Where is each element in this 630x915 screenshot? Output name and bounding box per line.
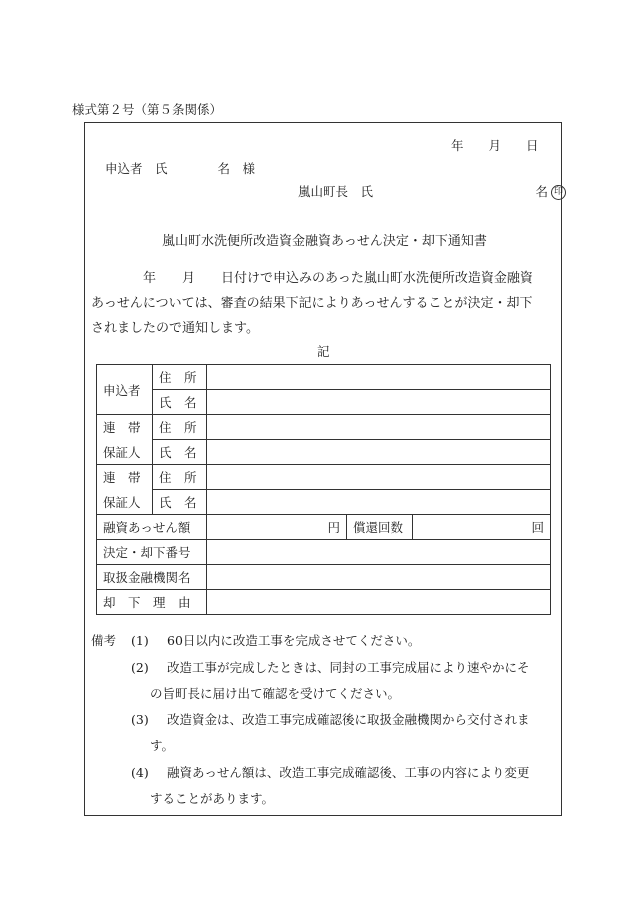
guarantor-label-bottom: 保証人	[97, 490, 153, 515]
date-line: 年 月 日	[451, 138, 539, 153]
note-number: (4)	[131, 765, 149, 780]
table-row	[97, 440, 551, 465]
note-line: す。	[150, 738, 175, 753]
repayment-label: 償還回数	[347, 515, 413, 540]
table-row	[97, 565, 551, 590]
notes-heading: 備考	[91, 633, 117, 648]
body-line: あっせんについては、審査の結果下記によりあっせんすることが決定・却下	[91, 296, 533, 311]
body-line: されましたので通知します。	[91, 321, 259, 336]
note-line: 融資あっせん額は、改造工事完成確認後、工事の内容により変更	[167, 765, 530, 780]
guarantor-label-bottom: 保証人	[97, 440, 153, 465]
note-number: (2)	[131, 660, 149, 675]
note-line: 改造資金は、改造工事完成確認後に取扱金融機関から交付されま	[167, 712, 530, 727]
note-line: 60日以内に改造工事を完成させてください。	[167, 633, 421, 648]
issuer-line	[298, 182, 566, 200]
body-text	[91, 266, 533, 341]
seal-stamp: 印	[551, 185, 566, 200]
address-label: 住 所	[153, 365, 207, 390]
address-label: 住 所	[153, 415, 207, 440]
issuer-name: 嵐山町長 氏 名	[298, 184, 549, 199]
guarantor2-name-field[interactable]	[207, 490, 551, 515]
table-row	[97, 365, 551, 390]
note-number: (3)	[131, 712, 149, 727]
yen-unit: 円	[327, 520, 340, 535]
note-line: することがあります。	[150, 791, 275, 806]
addressee: 申込者 氏 名 様	[105, 161, 256, 176]
loan-amount-label: 融資あっせん額	[97, 515, 207, 540]
name-label: 氏 名	[153, 490, 207, 515]
guarantor2-address-field[interactable]	[207, 465, 551, 490]
institution-field[interactable]	[207, 565, 551, 590]
table-row	[97, 515, 551, 540]
table-row	[97, 540, 551, 565]
application-table	[96, 364, 551, 615]
guarantor1-address-field[interactable]	[207, 415, 551, 440]
document-title: 嵐山町水洗便所改造資金融資あっせん決定・却下通知書	[162, 234, 487, 249]
guarantor-label-top: 連 帯	[97, 465, 153, 490]
decision-number-field[interactable]	[207, 540, 551, 565]
rejection-reason-label: 却 下 理 由	[97, 590, 207, 615]
address-label: 住 所	[153, 465, 207, 490]
note-line: 改造工事が完成したときは、同封の工事完成届により速やかにそ	[167, 660, 530, 675]
applicant-name-field[interactable]	[207, 390, 551, 415]
loan-amount-field[interactable]	[207, 515, 347, 540]
repayment-count-field[interactable]	[413, 515, 551, 540]
table-row	[97, 415, 551, 440]
name-label: 氏 名	[153, 440, 207, 465]
decision-number-label: 決定・却下番号	[97, 540, 207, 565]
body-line: 年 月 日付けで申込みのあった嵐山町水洗便所改造資金融資	[91, 271, 533, 286]
times-unit: 回	[531, 520, 545, 535]
name-label: 氏 名	[153, 390, 207, 415]
ki-label: 記	[317, 344, 330, 359]
table-row	[97, 390, 551, 415]
applicant-label: 申込者	[97, 365, 153, 415]
note-line: の旨町長に届け出て確認を受けてください。	[150, 686, 401, 701]
form-label: 様式第２号（第５条関係）	[72, 102, 223, 117]
applicant-address-field[interactable]	[207, 365, 551, 390]
guarantor1-name-field[interactable]	[207, 440, 551, 465]
guarantor-label-top: 連 帯	[97, 415, 153, 440]
institution-label: 取扱金融機関名	[97, 565, 207, 590]
table-row	[97, 465, 551, 490]
table-row	[97, 490, 551, 515]
note-number: (1)	[131, 633, 149, 648]
table-row	[97, 590, 551, 615]
rejection-reason-field[interactable]	[207, 590, 551, 615]
